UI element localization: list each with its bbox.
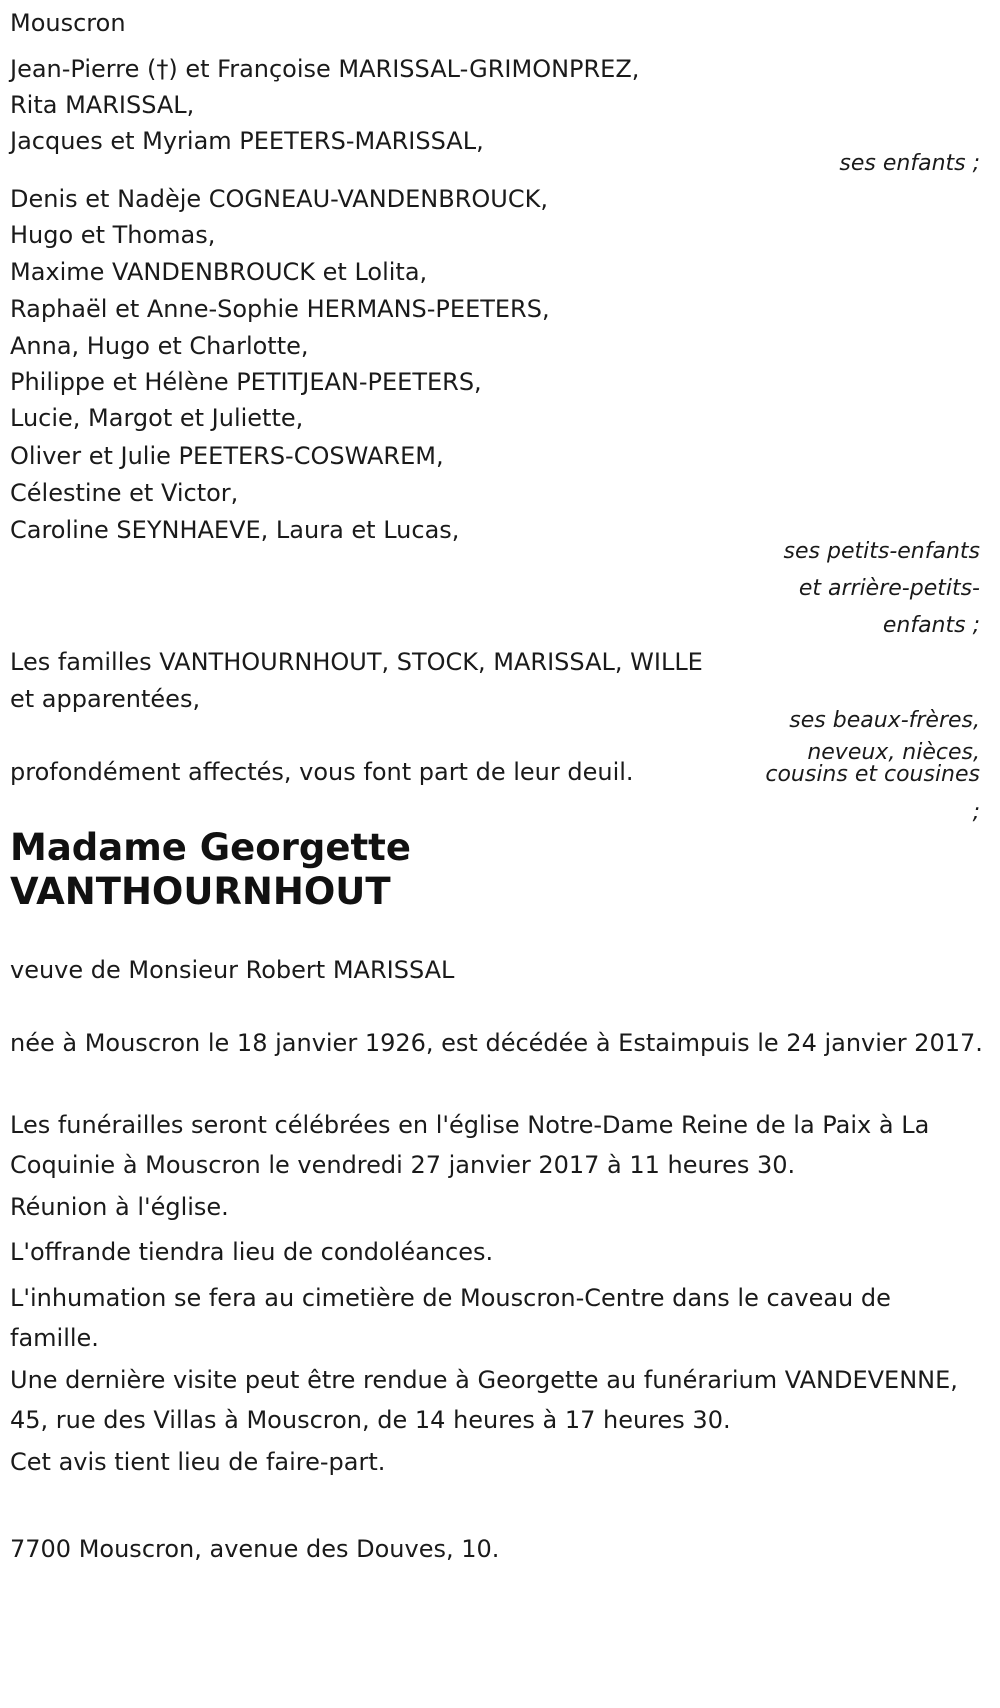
birth-death-paragraph: née à Mouscron le 18 janvier 1926, est décédée à Estaimpuis le 24 janvier 2017. bbox=[10, 1029, 983, 1057]
closing-phrase: profondément affectés, vous font part de leur deuil. bbox=[10, 758, 634, 786]
grandchildren-line: Célestine et Victor, bbox=[10, 479, 239, 507]
grandchildren-line: Raphaël et Anne-Sophie HERMANS-PEETERS, bbox=[10, 295, 550, 323]
grandchildren-relation: ses petits-enfants bbox=[783, 539, 980, 564]
grandchildren-relation: enfants ; bbox=[882, 613, 980, 638]
grandchildren-line: Hugo et Thomas, bbox=[10, 221, 216, 249]
deceased-name-line1: Madame Georgette bbox=[10, 826, 411, 869]
visit-paragraph: Une dernière visite peut être rendue à Georgette au funérarium VANDEVENNE, 45, rue des Villas à Mouscron, de 14 heures à 17 heures 30. bbox=[10, 1366, 958, 1434]
families-relation: neveux, nièces, bbox=[807, 740, 980, 765]
gathering-paragraph: Réunion à l'église. bbox=[10, 1193, 229, 1221]
grandchildren-line: Denis et Nadèje COGNEAU-VANDENBROUCK, bbox=[10, 185, 548, 213]
announcement-paragraph: Cet avis tient lieu de faire-part. bbox=[10, 1448, 386, 1476]
grandchildren-line: Anna, Hugo et Charlotte, bbox=[10, 332, 309, 360]
grandchildren-line: Philippe et Hélène PETITJEAN-PEETERS, bbox=[10, 368, 482, 396]
grandchildren-relation: et arrière-petits- bbox=[798, 576, 980, 601]
place-heading: Mouscron bbox=[10, 9, 126, 37]
widow-of: veuve de Monsieur Robert MARISSAL bbox=[10, 956, 455, 984]
families-line: Les familles VANTHOURNHOUT, STOCK, MARISSAL, WILLE bbox=[10, 648, 703, 676]
families-relation: ; bbox=[972, 800, 980, 825]
grandchildren-line: Oliver et Julie PEETERS-COSWAREM, bbox=[10, 442, 444, 470]
families-relation: ses beaux-frères, bbox=[789, 708, 980, 733]
children-line: Rita MARISSAL, bbox=[10, 91, 195, 119]
families-line: et apparentées, bbox=[10, 685, 201, 713]
address: 7700 Mouscron, avenue des Douves, 10. bbox=[10, 1535, 500, 1563]
funeral-paragraph: Les funérailles seront célébrées en l'église Notre-Dame Reine de la Paix à La Coquinie à Mouscron le vendredi 27 janvier 2017 à 11 heures 30. bbox=[10, 1111, 930, 1179]
offering-paragraph: L'offrande tiendra lieu de condoléances. bbox=[10, 1238, 494, 1266]
grandchildren-line: Maxime VANDENBROUCK et Lolita, bbox=[10, 258, 428, 286]
burial-paragraph: L'inhumation se fera au cimetière de Mouscron-Centre dans le caveau de famille. bbox=[10, 1284, 891, 1352]
families-relation: cousins et cousines bbox=[765, 762, 980, 787]
grandchildren-line: Caroline SEYNHAEVE, Laura et Lucas, bbox=[10, 516, 460, 544]
deceased-name-line2: VANTHOURNHOUT bbox=[10, 870, 391, 913]
grandchildren-line: Lucie, Margot et Juliette, bbox=[10, 404, 304, 432]
children-relation: ses enfants ; bbox=[839, 151, 980, 176]
children-line: Jean-Pierre (†) et Françoise MARISSAL-GRIMONPREZ, bbox=[10, 55, 640, 83]
children-line: Jacques et Myriam PEETERS-MARISSAL, bbox=[10, 127, 484, 155]
